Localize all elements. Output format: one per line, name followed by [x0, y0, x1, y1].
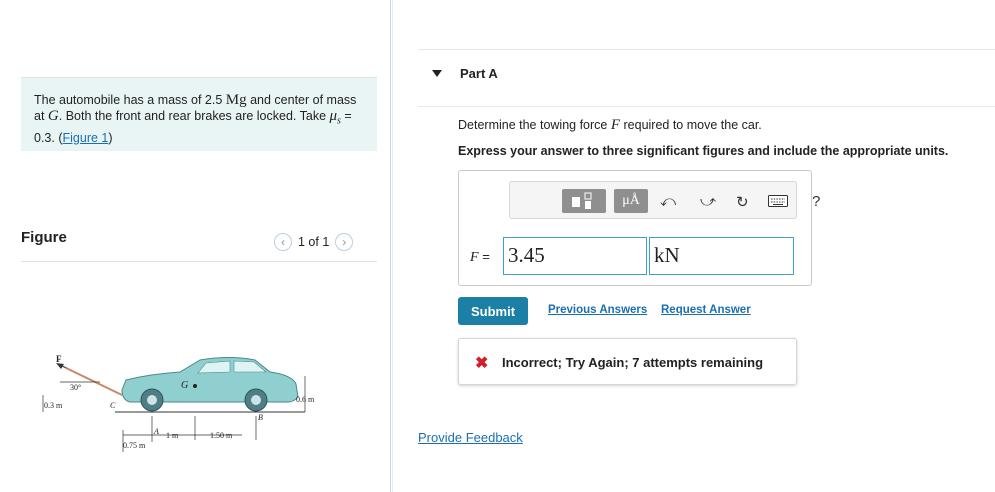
request-answer-link[interactable]: Request Answer: [661, 304, 751, 316]
instructions: Express your answer to three significant figures and include the appropriate units.: [458, 144, 949, 158]
keyboard-icon[interactable]: [768, 195, 788, 207]
car-diagram: [30, 350, 330, 460]
part-header[interactable]: [418, 50, 995, 106]
panel-divider-shadow: [392, 0, 393, 492]
subscript-s: s: [337, 115, 341, 127]
pager-text: 1 of 1: [298, 235, 330, 249]
label-0.3m: 0.3 m: [44, 401, 63, 410]
label-1m: 1 m: [166, 431, 179, 440]
x-icon: ✖: [475, 355, 489, 372]
label-0.6m: 0.6 m: [296, 395, 315, 404]
provide-feedback-link[interactable]: Provide Feedback: [418, 430, 523, 445]
templates-button[interactable]: [562, 189, 606, 213]
math-toolbar: [509, 181, 821, 219]
part-bottom-rule: [418, 106, 995, 107]
answer-equals: =: [482, 249, 490, 264]
figure-divider: [21, 261, 377, 262]
label-A: A: [154, 427, 159, 436]
collapse-triangle-icon[interactable]: [432, 70, 442, 77]
figure-pager: [274, 232, 353, 252]
value-input[interactable]: 3.45: [503, 237, 647, 275]
problem-statement: [21, 77, 377, 151]
previous-answers-link[interactable]: Previous Answers: [548, 304, 648, 316]
answer-variable: F: [470, 250, 479, 265]
unit-input[interactable]: kN: [649, 237, 794, 275]
answer-label: [470, 249, 490, 266]
answer-box: [458, 170, 821, 286]
problem-text: ): [108, 130, 113, 145]
center-of-mass-dot: [193, 384, 197, 388]
problem-text: . Both the front and rear brakes are locked. Take: [58, 109, 330, 123]
problem-text: The automobile has a mass of 2.5: [34, 93, 226, 107]
label-F: F: [56, 354, 62, 364]
problem-text: = 0.3. (: [34, 109, 352, 145]
question-text: [458, 117, 762, 134]
templates-icon: [562, 189, 606, 213]
label-0.75m: 0.75 m: [123, 441, 146, 450]
label-1.50m: 1.50 m: [210, 431, 233, 440]
units-button[interactable]: μÅ: [614, 189, 648, 213]
rear-hub: [251, 395, 261, 405]
undo-icon[interactable]: ⤺: [660, 193, 677, 210]
panel-divider: [390, 0, 391, 492]
chevron-right-icon[interactable]: ›: [335, 233, 353, 251]
variable-mu: μ: [329, 108, 338, 124]
label-angle: 30°: [70, 383, 82, 392]
submit-button[interactable]: Submit: [458, 297, 528, 325]
figure-link[interactable]: Figure 1: [62, 130, 109, 145]
question-part: Determine the towing force: [458, 118, 611, 132]
reset-icon[interactable]: ↻: [736, 194, 749, 211]
help-button[interactable]: ?: [812, 193, 821, 210]
feedback-message: [458, 338, 797, 385]
label-G: G: [181, 380, 189, 391]
chevron-left-icon[interactable]: ‹: [274, 233, 292, 251]
question-variable: F: [610, 117, 621, 133]
label-B: B: [258, 413, 263, 422]
front-hub: [147, 395, 157, 405]
label-C: C: [110, 401, 116, 410]
figure-title: Figure: [21, 229, 67, 246]
mass-unit: Mg: [225, 92, 247, 108]
variable-g: G: [47, 108, 59, 124]
problem-text: and center of mass at: [34, 93, 357, 123]
redo-icon[interactable]: ⤻: [700, 193, 717, 210]
feedback-text: Incorrect; Try Again; 7 attempts remaining: [502, 355, 764, 370]
part-label: Part A: [460, 66, 498, 81]
question-part: required to move the car.: [620, 118, 762, 132]
